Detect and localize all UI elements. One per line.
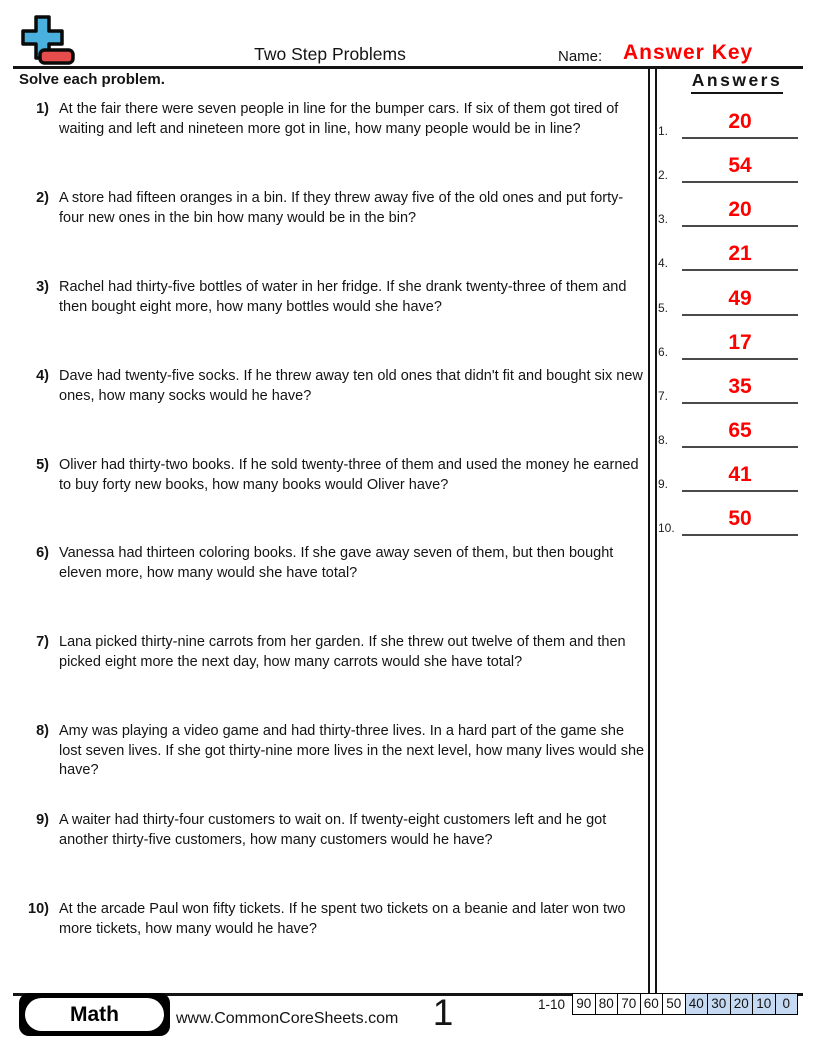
answer-number: 7.	[658, 389, 669, 403]
answer-row-7	[656, 374, 802, 404]
score-cell: 0	[775, 994, 798, 1014]
problem-number: 5)	[36, 457, 49, 473]
answer-row-8	[656, 418, 802, 448]
answer-number: 4.	[658, 256, 669, 270]
score-cell: 30	[707, 994, 730, 1014]
name-label: Name:	[558, 48, 603, 65]
answer-value: 49	[728, 287, 752, 310]
answer-number: 3.	[658, 212, 669, 226]
score-cell: 40	[685, 994, 708, 1014]
problem-number: 10)	[28, 901, 49, 917]
header-divider-line	[13, 66, 803, 69]
problem-number: 9)	[36, 812, 49, 828]
problem-text: Amy was playing a video game and had thirty-three lives. In a hard part of the game she lost seven lives. If she got thirty-nine more lives in the next level, how many lives would she have?	[59, 723, 645, 778]
answer-blank-line	[682, 110, 798, 139]
score-cell: 20	[730, 994, 753, 1014]
problem-text: Dave had twenty-five socks. If he threw away ten old ones that didn't fit and bought six new ones, how many socks would he have?	[59, 368, 643, 404]
page-number: 1	[432, 992, 454, 1033]
problem-item-8	[20, 722, 647, 781]
answer-value: 20	[728, 198, 752, 221]
problem-number: 2)	[36, 190, 49, 206]
problem-text: Rachel had thirty-five bottles of water in her fridge. If she drank twenty-three of them and then bought eight more, how many bottles would she have?	[59, 279, 627, 315]
problem-number: 4)	[36, 368, 49, 384]
worksheet-title: Two Step Problems	[254, 44, 406, 64]
score-table	[538, 993, 798, 1015]
name-value-answer-key: Answer Key	[623, 41, 754, 64]
score-range-label: 1-10	[537, 997, 565, 1012]
score-cell: 80	[595, 994, 618, 1014]
answer-number: 6.	[658, 345, 669, 359]
problem-text: A waiter had thirty-four customers to wait on. If twenty-eight customers left and he got another thirty-five customers, how many customers would he have?	[59, 812, 607, 848]
answer-blank-line	[682, 419, 798, 448]
instruction-text: Solve each problem.	[19, 71, 165, 88]
answer-value: 50	[728, 507, 752, 530]
answer-blank-line	[682, 463, 798, 492]
answer-number: 10.	[658, 521, 675, 535]
answer-blank-line	[682, 198, 798, 227]
score-cells	[572, 993, 798, 1015]
problem-number: 3)	[36, 279, 49, 295]
answer-number: 9.	[658, 477, 669, 491]
answer-row-5	[656, 286, 802, 316]
answer-value: 54	[728, 154, 752, 177]
score-cell: 60	[640, 994, 663, 1014]
subject-badge-label: Math	[25, 998, 164, 1031]
answer-value: 41	[728, 463, 752, 486]
problem-number: 7)	[36, 634, 49, 650]
problem-number: 6)	[36, 545, 49, 561]
answer-row-6	[656, 330, 802, 360]
answer-number: 5.	[658, 301, 669, 315]
answer-blank-line	[682, 287, 798, 316]
answer-value: 17	[728, 331, 752, 354]
problem-item-4	[20, 367, 647, 406]
answer-row-10	[656, 506, 802, 536]
answer-blank-line	[682, 242, 798, 271]
answer-row-4	[656, 241, 802, 271]
subject-badge	[19, 993, 170, 1036]
commoncoresheets-logo-icon	[15, 14, 77, 72]
answer-row-9	[656, 462, 802, 492]
problem-item-6	[20, 544, 647, 583]
problem-text: Oliver had thirty-two books. If he sold twenty-three of them and used the money he earned to buy forty new books, how many books would Oliver have?	[59, 457, 639, 493]
score-cell: 90	[573, 994, 595, 1014]
score-cell: 70	[617, 994, 640, 1014]
score-cell: 50	[662, 994, 685, 1014]
problem-text: Lana picked thirty-nine carrots from her garden. If she threw out twelve of them and then picked eight more the next day, how many carrots would she have total?	[59, 634, 626, 670]
answer-number: 1.	[658, 124, 669, 138]
problem-item-9	[20, 811, 647, 850]
answer-blank-line	[682, 375, 798, 404]
answer-value: 35	[728, 375, 752, 398]
answer-blank-line	[682, 507, 798, 536]
answer-value: 21	[728, 242, 752, 265]
problem-text: At the fair there were seven people in line for the bumper cars. If six of them got tired of waiting and left and nineteen more got in line, how many people would be in line?	[59, 101, 619, 137]
answer-row-2	[656, 153, 802, 183]
problem-text: A store had fifteen oranges in a bin. If they threw away five of the old ones and put forty-four new ones in the bin how many would be in the bin?	[59, 190, 624, 226]
answer-row-3	[656, 197, 802, 227]
problem-item-10	[20, 900, 647, 939]
answer-number: 8.	[658, 433, 669, 447]
website-url: www.CommonCoreSheets.com	[176, 1010, 399, 1027]
problem-text: Vanessa had thirteen coloring books. If she gave away seven of them, but then bought eleven more, how many would she have total?	[59, 545, 614, 581]
problem-item-2	[20, 189, 647, 228]
problem-item-5	[20, 456, 647, 495]
problem-item-1	[20, 100, 647, 139]
answer-row-1	[656, 109, 802, 139]
answer-number: 2.	[658, 168, 669, 182]
score-cell: 10	[752, 994, 775, 1014]
problem-number: 8)	[36, 723, 49, 739]
answer-value: 65	[728, 419, 752, 442]
answer-value: 20	[728, 110, 752, 133]
answer-blank-line	[682, 154, 798, 183]
problem-item-7	[20, 633, 647, 672]
answers-heading: Answers	[664, 70, 810, 94]
problem-number: 1)	[36, 101, 49, 117]
problem-text: At the arcade Paul won fifty tickets. If he spent two tickets on a beanie and later won two more tickets, how many would he have?	[59, 901, 626, 937]
problem-item-3	[20, 278, 647, 317]
answer-blank-line	[682, 331, 798, 360]
